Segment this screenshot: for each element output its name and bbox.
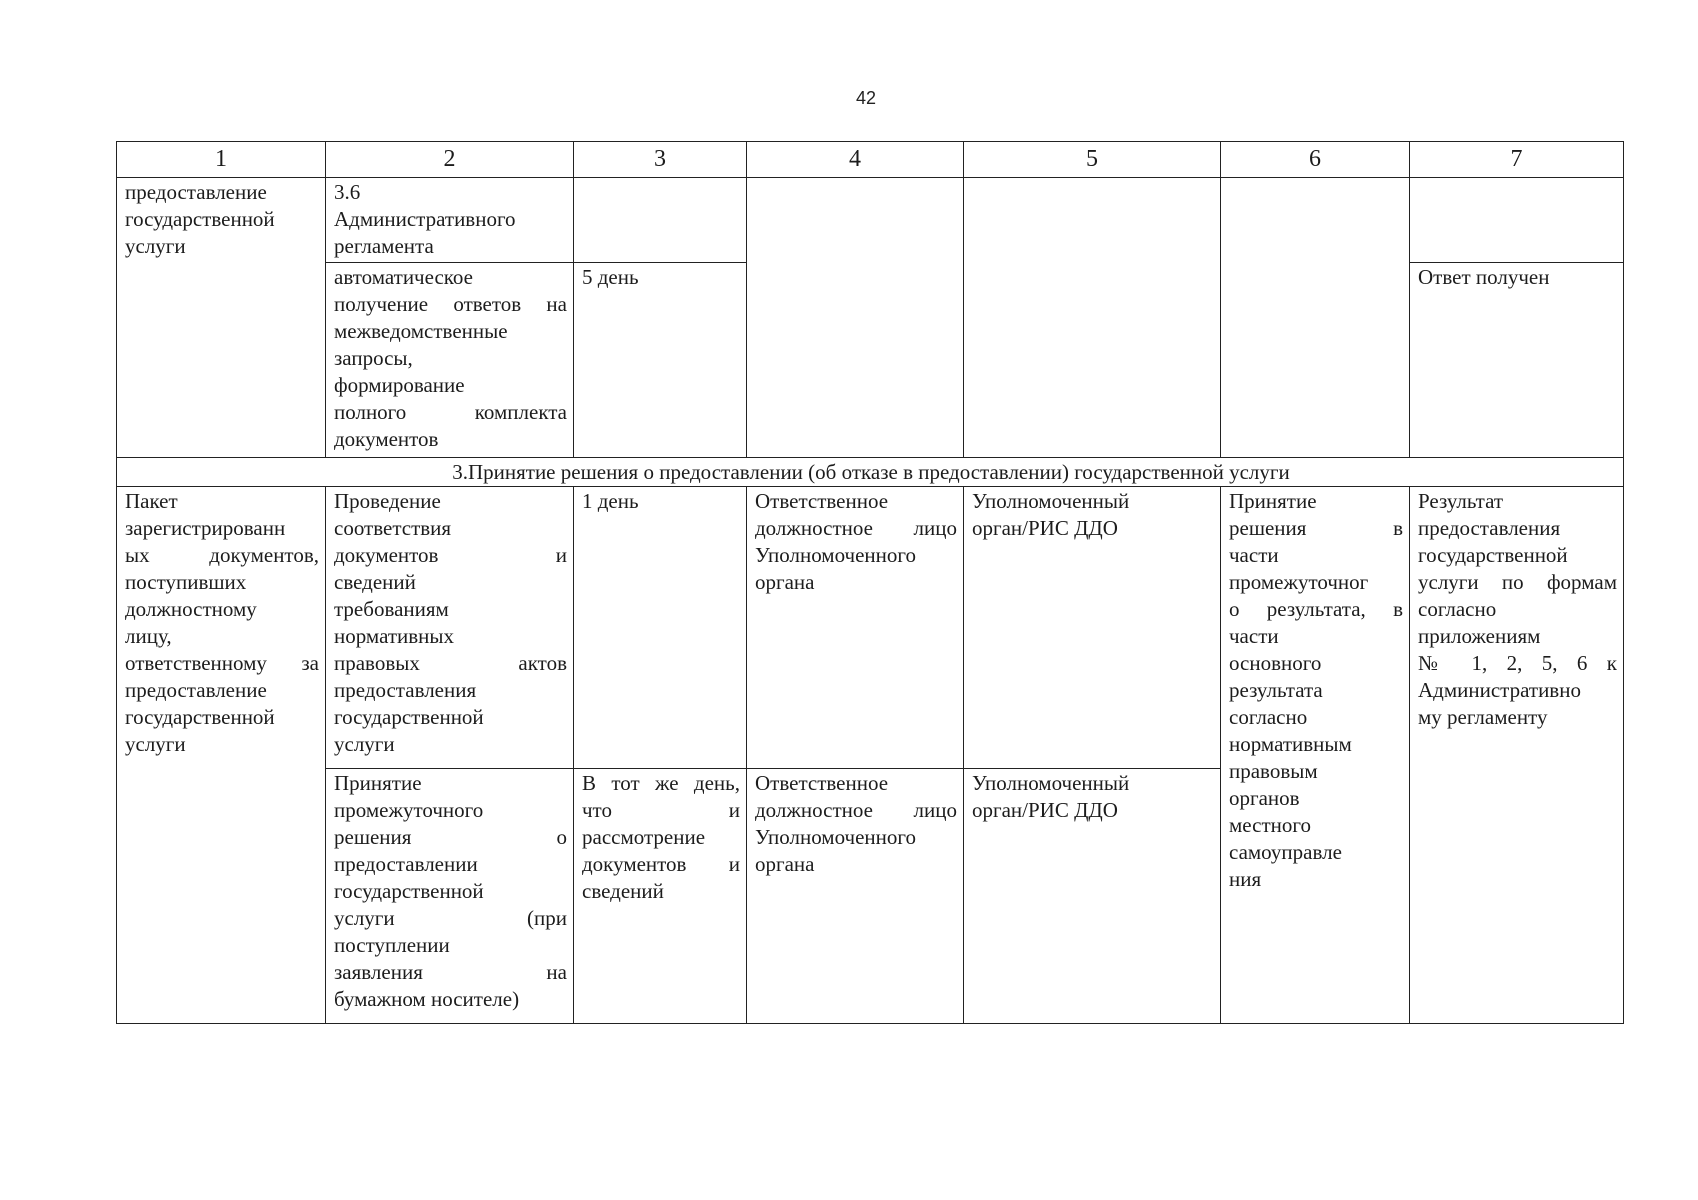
cell-line: предоставления [1418, 516, 1561, 540]
procedure-table [116, 141, 1624, 1024]
cell-line: Административно [1418, 678, 1581, 702]
cell-line: самоуправле [1229, 840, 1342, 864]
cell-line: заявления на [334, 960, 567, 984]
cell-line: согласно [1229, 705, 1308, 729]
cell-line: сведений [582, 879, 664, 903]
column-header-3: 3 [574, 142, 747, 178]
column-header-2: 2 [326, 142, 574, 178]
header-row [117, 142, 1624, 178]
cell-line: ых документов, [125, 543, 319, 567]
cell-line: орган/РИС ДДО [972, 516, 1118, 540]
cell-line: В тот же день, [582, 771, 740, 795]
cell-line: Уполномоченного [755, 543, 916, 567]
cell-line: сведений [334, 570, 416, 594]
cell-line: 3.6 [334, 180, 361, 204]
section-row [117, 458, 1624, 487]
cell-line: лицу, [125, 624, 172, 648]
cell-line: государственной [125, 207, 275, 231]
cell-place [964, 487, 1221, 769]
cell-place [964, 769, 1221, 1024]
empty-cell [574, 178, 747, 263]
cell-official [747, 769, 964, 1024]
cell-line: что и [582, 798, 740, 822]
cell-line: Ответ получен [1418, 265, 1550, 289]
cell-term [574, 487, 747, 769]
cell-criteria [1221, 487, 1410, 1024]
cell-line: документов [334, 427, 439, 451]
column-header-1: 1 [117, 142, 326, 178]
cell-line: Пакет [125, 489, 178, 513]
cell-line: получение ответов на [334, 292, 567, 316]
column-header-6: 6 [1221, 142, 1410, 178]
cell-line: нормативным [1229, 732, 1352, 756]
cell-basis [117, 487, 326, 1024]
cell-line: 5 день [582, 265, 639, 289]
cell-line: автоматическое [334, 265, 473, 289]
cell-line: результата [1229, 678, 1323, 702]
cell-line: должностное лицо [755, 798, 957, 822]
cell-line: Принятие [1229, 489, 1317, 513]
cell-line: формирование [334, 373, 465, 397]
cell-line: органа [755, 852, 815, 876]
page-number: 42 [855, 88, 877, 108]
cell-line: Проведение [334, 489, 441, 513]
cell-line: правовым [1229, 759, 1318, 783]
cell-action [326, 178, 574, 263]
cell-line: межведомственные [334, 319, 508, 343]
cell-line: промежуточног [1229, 570, 1369, 594]
cell-line: Административного [334, 207, 516, 231]
cell-line: документов и [334, 543, 567, 567]
cell-line: местного [1229, 813, 1311, 837]
cell-line: полного комплекта [334, 400, 567, 424]
cell-basis [117, 178, 326, 458]
cell-line: приложениям [1418, 624, 1541, 648]
cell-line: органов [1229, 786, 1300, 810]
cell-line: согласно [1418, 597, 1497, 621]
cell-line: поступлении [334, 933, 450, 957]
cell-line: запросы, [334, 346, 413, 370]
cell-line: 1 день [582, 489, 639, 513]
empty-cell [1410, 178, 1624, 263]
cell-line: услуги по формам [1418, 570, 1617, 594]
cell-line: основного [1229, 651, 1322, 675]
cell-line: государственной [1418, 543, 1568, 567]
cell-line: Результат [1418, 489, 1504, 513]
cell-line: Уполномоченного [755, 825, 916, 849]
cell-line: услуги [334, 732, 395, 756]
cell-result [1410, 263, 1624, 458]
empty-cell [1221, 178, 1410, 458]
cell-line: предоставление [125, 678, 267, 702]
cell-line: государственной [334, 879, 484, 903]
cell-line: Уполномоченный [972, 771, 1130, 795]
cell-line: Ответственное [755, 771, 889, 795]
cell-line: бумажном носителе) [334, 987, 520, 1011]
cell-line: услуги (при [334, 906, 567, 930]
cell-action [326, 487, 574, 769]
cell-line: части [1229, 543, 1279, 567]
cell-line: должностному [125, 597, 257, 621]
cell-line: решения в [1229, 516, 1403, 540]
cell-line: государственной [125, 705, 275, 729]
cell-line: Принятие [334, 771, 422, 795]
table-row [117, 178, 1624, 263]
cell-term [574, 263, 747, 458]
cell-line: ответственному за [125, 651, 319, 675]
cell-line: предоставление [125, 180, 267, 204]
cell-line: государственной [334, 705, 484, 729]
cell-line: зарегистрированн [125, 516, 286, 540]
cell-line: ния [1229, 867, 1262, 891]
cell-term [574, 769, 747, 1024]
cell-line: поступивших [125, 570, 247, 594]
cell-line: Уполномоченный [972, 489, 1130, 513]
cell-line: должностное лицо [755, 516, 957, 540]
table-row [117, 487, 1624, 769]
cell-line: требованиям [334, 597, 449, 621]
cell-line: решения о [334, 825, 567, 849]
cell-line: органа [755, 570, 815, 594]
cell-line: предоставления [334, 678, 477, 702]
cell-result [1410, 487, 1624, 1024]
cell-line: части [1229, 624, 1279, 648]
cell-line: соответствия [334, 516, 452, 540]
cell-line: Ответственное [755, 489, 889, 513]
empty-cell [964, 178, 1221, 458]
cell-line: рассмотрение [582, 825, 706, 849]
cell-line: услуги [125, 234, 186, 258]
cell-line: услуги [125, 732, 186, 756]
cell-line: нормативных [334, 624, 455, 648]
empty-cell [747, 178, 964, 458]
cell-line: о результата, в [1229, 597, 1403, 621]
cell-line: предоставлении [334, 852, 478, 876]
section-title: 3.Принятие решения о предоставлении (об отказе в предоставлении) государственной услуги [117, 458, 1624, 487]
cell-line: регламента [334, 234, 434, 258]
cell-line: му регламенту [1418, 705, 1548, 729]
column-header-4: 4 [747, 142, 964, 178]
cell-line: промежуточного [334, 798, 484, 822]
cell-line: № 1, 2, 5, 6 к [1418, 651, 1617, 675]
cell-line: орган/РИС ДДО [972, 798, 1118, 822]
column-header-5: 5 [964, 142, 1221, 178]
cell-line: правовых актов [334, 651, 567, 675]
cell-line: документов и [582, 852, 740, 876]
column-header-7: 7 [1410, 142, 1624, 178]
cell-action [326, 769, 574, 1024]
cell-official [747, 487, 964, 769]
cell-action [326, 263, 574, 458]
